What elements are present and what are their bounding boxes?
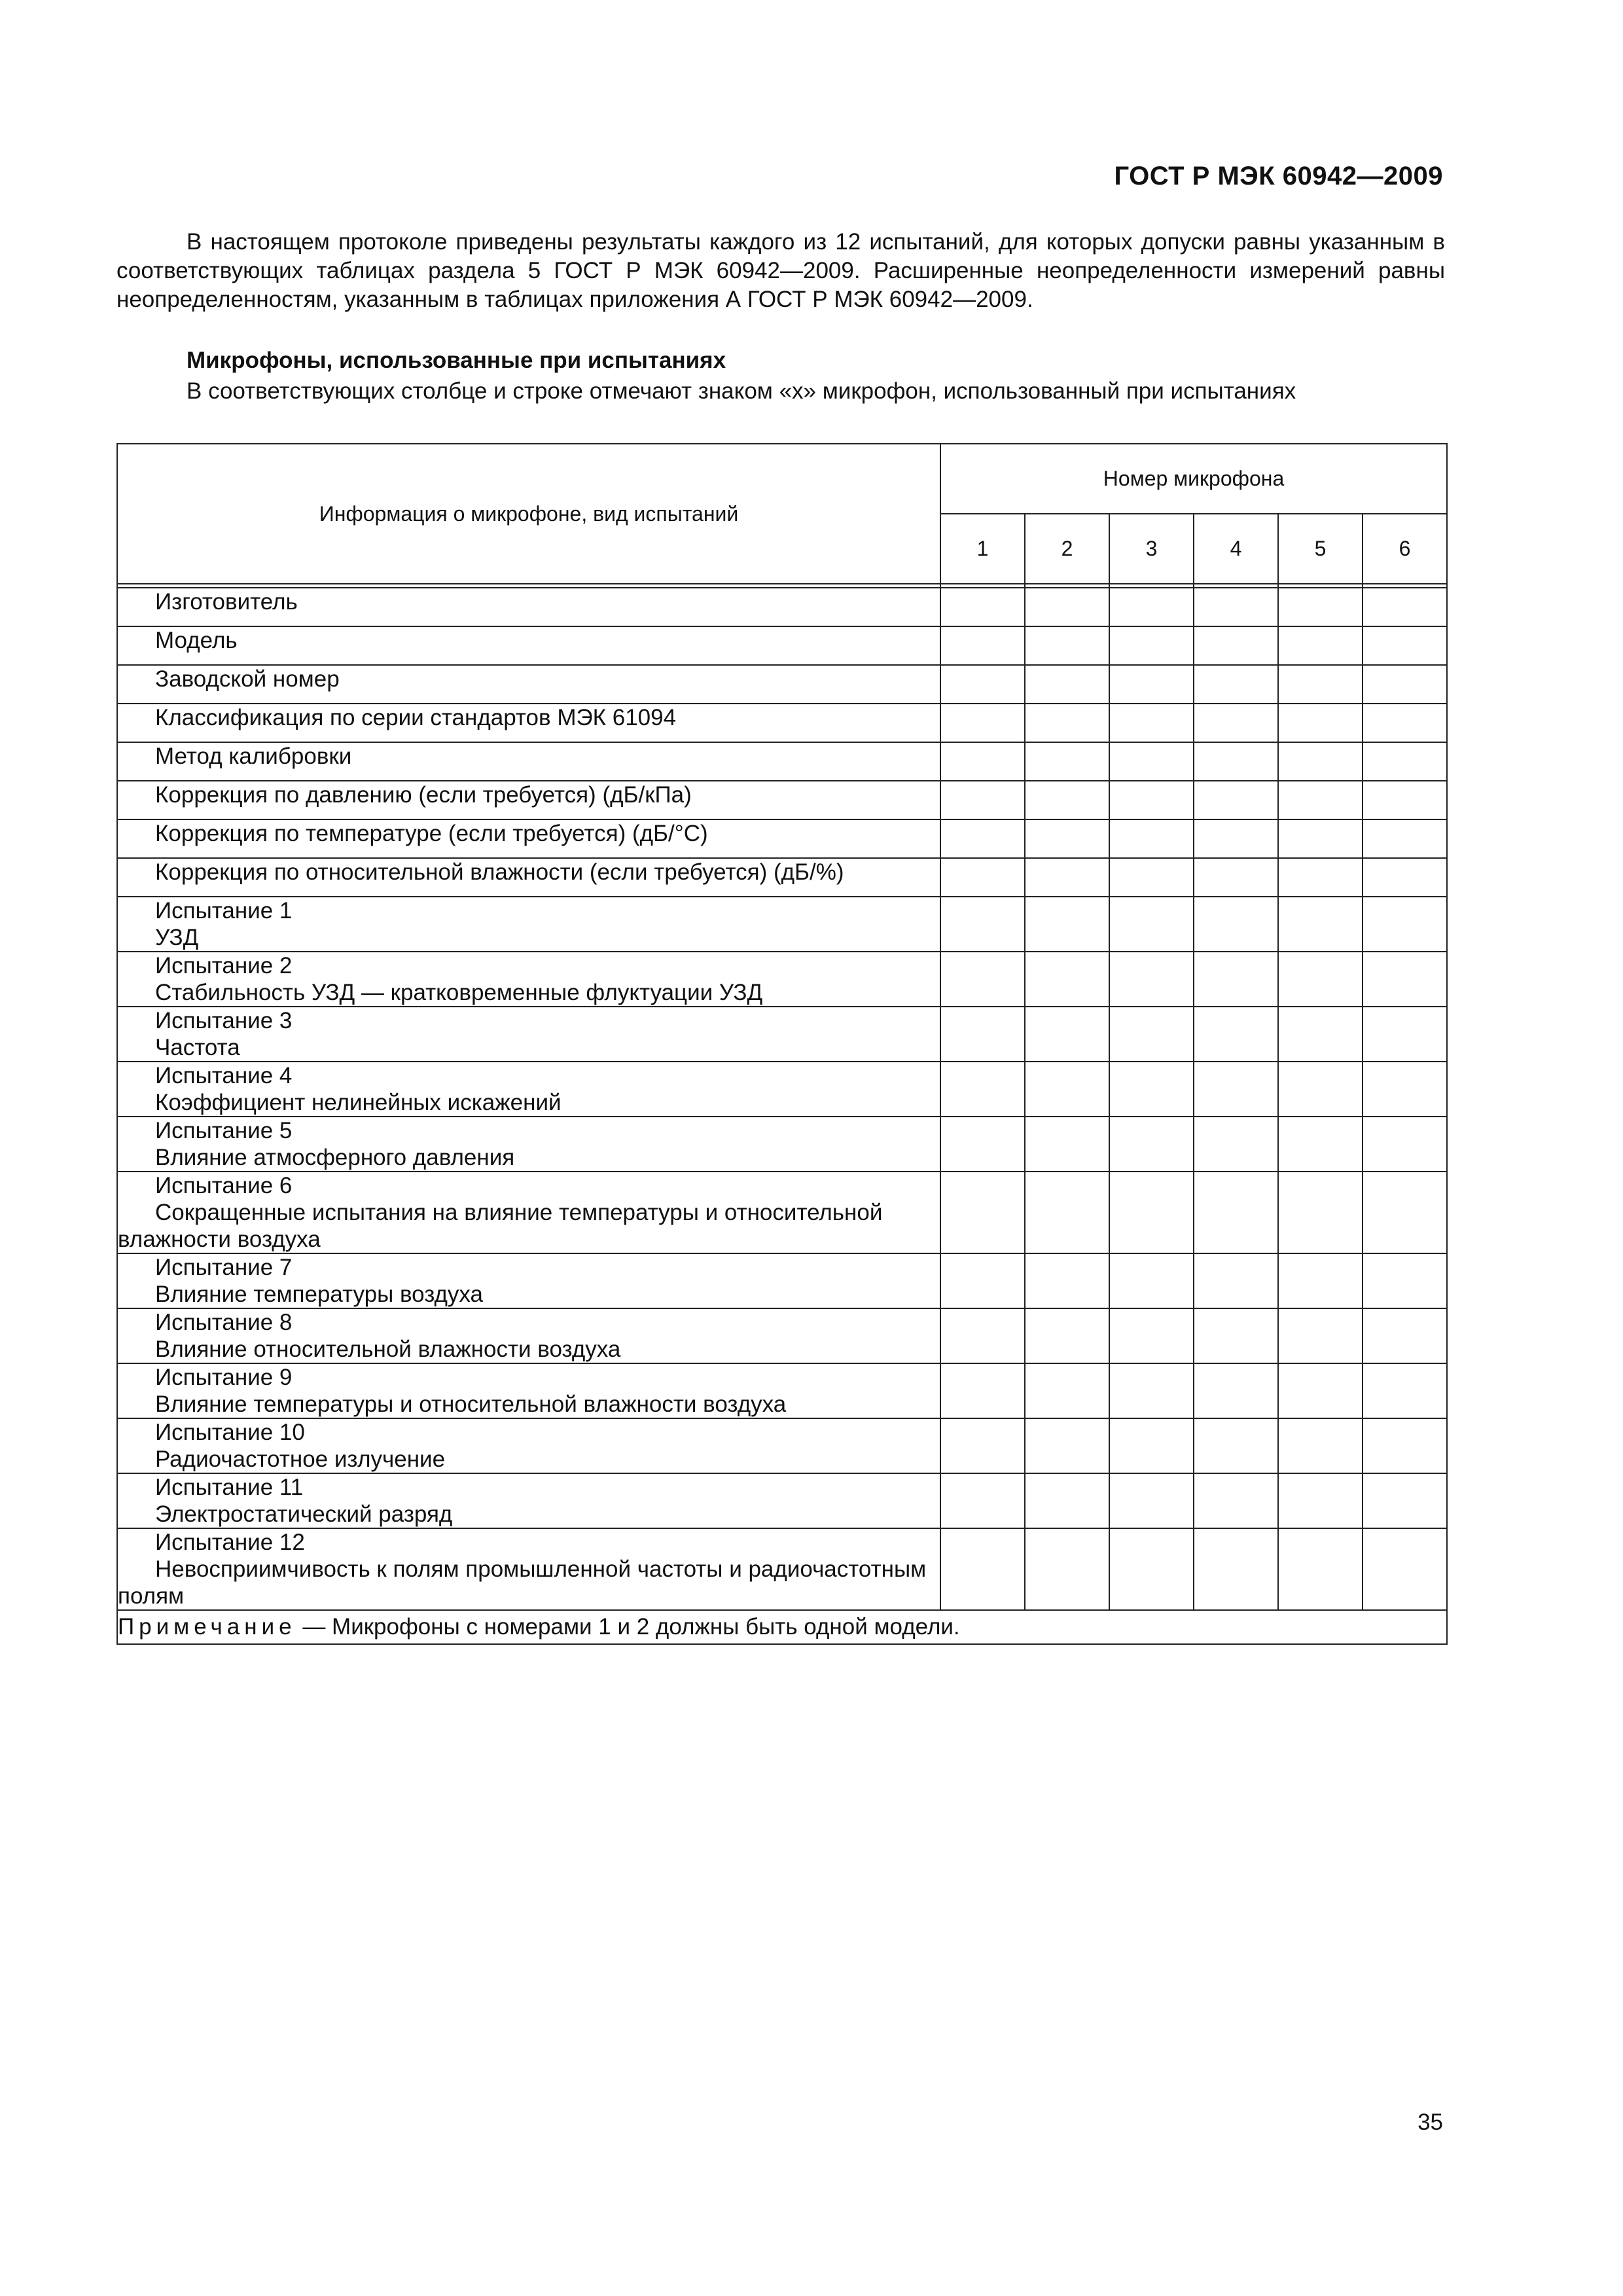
mic-mark-cell[interactable] <box>1278 665 1363 704</box>
row-description: Радиочастотное излучение <box>155 1446 446 1472</box>
table-row <box>117 665 1447 704</box>
note-label: Примечание <box>118 1614 296 1640</box>
mic-mark-cell[interactable] <box>1363 1253 1447 1308</box>
mic-mark-cell[interactable] <box>1363 665 1447 704</box>
mic-mark-cell[interactable] <box>940 1117 1025 1172</box>
mic-mark-cell[interactable] <box>1194 1007 1278 1062</box>
section-title: Микрофоны, использованные при испытаниях <box>187 348 726 373</box>
row-label-cell <box>117 1528 940 1610</box>
table-row <box>117 1172 1447 1253</box>
mic-mark-cell[interactable] <box>1109 1528 1194 1610</box>
mic-mark-cell[interactable] <box>1194 858 1278 897</box>
row-label-cell <box>117 1062 940 1117</box>
mic-mark-cell[interactable] <box>1363 858 1447 897</box>
row-label-cell <box>117 742 940 781</box>
mic-mark-cell[interactable] <box>1278 742 1363 781</box>
mic-mark-cell[interactable] <box>1025 742 1109 781</box>
mic-mark-cell[interactable] <box>1025 1062 1109 1117</box>
row-label-cell <box>117 952 940 1007</box>
row-label-cell <box>117 665 940 704</box>
mic-mark-cell[interactable] <box>1194 1528 1278 1610</box>
row-description: Коэффициент нелинейных искажений <box>155 1090 562 1115</box>
mic-mark-cell[interactable] <box>1194 1172 1278 1253</box>
row-description: Стабильность УЗД — кратковременные флуктуации УЗД <box>155 980 763 1005</box>
row-label: Испытание 10 <box>155 1420 305 1445</box>
mic-mark-cell[interactable] <box>940 665 1025 704</box>
row-label-cell <box>117 626 940 665</box>
row-label: Коррекция по относительной влажности (если требуется) (дБ/%) <box>155 859 844 885</box>
mic-mark-cell[interactable] <box>1025 1363 1109 1418</box>
row-label-cell <box>117 1473 940 1528</box>
mic-mark-cell[interactable] <box>1025 952 1109 1007</box>
mic-mark-cell[interactable] <box>1194 1062 1278 1117</box>
mic-mark-cell[interactable] <box>1025 665 1109 704</box>
mic-mark-cell[interactable] <box>1109 1418 1194 1473</box>
info-column-header: Информация о микрофоне, вид испытаний <box>117 444 940 584</box>
mic-mark-cell[interactable] <box>940 819 1025 858</box>
mic-mark-cell[interactable] <box>1278 1418 1363 1473</box>
mic-mark-cell[interactable] <box>1194 1363 1278 1418</box>
mic-mark-cell[interactable] <box>940 1007 1025 1062</box>
table-row <box>117 742 1447 781</box>
row-label: Испытание 6 <box>155 1173 293 1198</box>
mic-mark-cell[interactable] <box>1278 704 1363 742</box>
mic-mark-cell[interactable] <box>1278 588 1363 626</box>
table-row <box>117 1117 1447 1172</box>
mic-mark-cell[interactable] <box>1194 588 1278 626</box>
mic-mark-cell[interactable] <box>1363 897 1447 952</box>
mic-mark-cell[interactable] <box>1025 626 1109 665</box>
row-label: Коррекция по давлению (если требуется) (дБ/кПа) <box>155 782 692 808</box>
row-description: Электростатический разряд <box>155 1501 453 1527</box>
row-label: Испытание 7 <box>155 1255 293 1280</box>
mic-mark-cell[interactable] <box>1109 1117 1194 1172</box>
mic-number-header: 2 <box>1025 514 1109 584</box>
mic-number-header: 6 <box>1363 514 1447 584</box>
mic-mark-cell[interactable] <box>1363 742 1447 781</box>
mic-mark-cell[interactable] <box>1025 1308 1109 1363</box>
row-label: Метод калибровки <box>155 744 352 769</box>
row-label-cell <box>117 1363 940 1418</box>
mic-mark-cell[interactable] <box>1363 1528 1447 1610</box>
mic-mark-cell[interactable] <box>940 588 1025 626</box>
mic-mark-cell[interactable] <box>1363 588 1447 626</box>
row-description: УЗД <box>155 925 199 950</box>
row-label: Испытание 5 <box>155 1118 293 1143</box>
mic-mark-cell[interactable] <box>1109 588 1194 626</box>
mic-mark-cell[interactable] <box>1363 1172 1447 1253</box>
mic-mark-cell[interactable] <box>1363 819 1447 858</box>
mic-mark-cell[interactable] <box>1109 1007 1194 1062</box>
row-description: Невосприимчивость к полям промышленной частоты и радиочастотным полям <box>118 1556 927 1609</box>
mic-mark-cell[interactable] <box>1278 626 1363 665</box>
mic-mark-cell[interactable] <box>1278 1117 1363 1172</box>
mic-mark-cell[interactable] <box>1025 1418 1109 1473</box>
table-row <box>117 704 1447 742</box>
mic-mark-cell[interactable] <box>1109 897 1194 952</box>
mic-mark-cell[interactable] <box>1194 781 1278 819</box>
mic-mark-cell[interactable] <box>940 1062 1025 1117</box>
mic-mark-cell[interactable] <box>1194 897 1278 952</box>
table-row <box>117 1062 1447 1117</box>
mic-mark-cell[interactable] <box>1025 1253 1109 1308</box>
mic-mark-cell[interactable] <box>1025 858 1109 897</box>
row-label-cell <box>117 897 940 952</box>
row-label: Коррекция по температуре (если требуется) (дБ/°С) <box>155 821 708 846</box>
mic-mark-cell[interactable] <box>1194 952 1278 1007</box>
mic-mark-cell[interactable] <box>1278 1528 1363 1610</box>
mic-mark-cell[interactable] <box>940 742 1025 781</box>
mic-mark-cell[interactable] <box>940 626 1025 665</box>
row-label-cell <box>117 858 940 897</box>
mic-mark-cell[interactable] <box>1363 704 1447 742</box>
mic-mark-cell[interactable] <box>1363 1308 1447 1363</box>
mic-mark-cell[interactable] <box>940 704 1025 742</box>
table-row <box>117 952 1447 1007</box>
row-label: Модель <box>155 628 238 653</box>
mic-mark-cell[interactable] <box>1363 1473 1447 1528</box>
mic-mark-cell[interactable] <box>1109 665 1194 704</box>
row-description: Влияние температуры и относительной влажности воздуха <box>155 1391 787 1417</box>
row-label-cell <box>117 1117 940 1172</box>
row-description: Влияние относительной влажности воздуха <box>155 1336 621 1362</box>
row-label: Испытание 1 <box>155 898 293 924</box>
mic-mark-cell[interactable] <box>1109 1253 1194 1308</box>
mic-mark-cell[interactable] <box>1025 1528 1109 1610</box>
mic-mark-cell[interactable] <box>1363 1363 1447 1418</box>
mic-mark-cell[interactable] <box>1109 742 1194 781</box>
page-number: 35 <box>1418 2109 1443 2135</box>
table-row <box>117 1308 1447 1363</box>
mic-mark-cell[interactable] <box>1109 1062 1194 1117</box>
mic-mark-cell[interactable] <box>1363 1117 1447 1172</box>
row-label-cell <box>117 1253 940 1308</box>
row-label-cell <box>117 588 940 626</box>
mic-number-header: 5 <box>1278 514 1363 584</box>
mic-mark-cell[interactable] <box>940 952 1025 1007</box>
row-label-cell <box>117 704 940 742</box>
mic-mark-cell[interactable] <box>1025 1007 1109 1062</box>
mic-mark-cell[interactable] <box>1278 1062 1363 1117</box>
row-label-cell <box>117 819 940 858</box>
mic-mark-cell[interactable] <box>1025 1172 1109 1253</box>
mic-mark-cell[interactable] <box>1194 665 1278 704</box>
mic-mark-cell[interactable] <box>1025 1473 1109 1528</box>
mic-mark-cell[interactable] <box>1363 1007 1447 1062</box>
table-row <box>117 819 1447 858</box>
mic-mark-cell[interactable] <box>940 1473 1025 1528</box>
row-label: Испытание 11 <box>155 1475 304 1500</box>
mic-number-header: 1 <box>940 514 1025 584</box>
mic-number-header: 4 <box>1194 514 1278 584</box>
row-label: Испытание 12 <box>155 1530 305 1555</box>
mic-mark-cell[interactable] <box>1025 819 1109 858</box>
table-row <box>117 588 1447 626</box>
mic-mark-cell[interactable] <box>1194 742 1278 781</box>
microphone-table <box>116 443 1448 1645</box>
mic-mark-cell[interactable] <box>1109 1473 1194 1528</box>
mic-mark-cell[interactable] <box>940 1363 1025 1418</box>
table-note <box>117 1610 1447 1644</box>
mic-mark-cell[interactable] <box>1194 1473 1278 1528</box>
note-text: — Микрофоны с номерами 1 и 2 должны быть одной модели. <box>296 1614 960 1640</box>
intro-paragraph: В настоящем протоколе приведены результаты каждого из 12 испытаний, для которых допуски равны указанным в соответствующих таблицах раздела 5 ГОСТ Р МЭК 60942—2009. Расширенные неопределенности измерений равны неопределенностям, указанным в таблицах приложения А ГОСТ Р МЭК 60942—2009. <box>116 229 1445 312</box>
mic-mark-cell[interactable] <box>940 781 1025 819</box>
mic-mark-cell[interactable] <box>1109 858 1194 897</box>
row-label: Заводской номер <box>155 666 340 692</box>
row-label: Испытание 4 <box>155 1063 293 1088</box>
document-code: ГОСТ Р МЭК 60942—2009 <box>1114 162 1443 190</box>
section-subtitle: В соответствующих столбце и строке отмечают знаком «х» микрофон, использованный при испытаниях <box>187 378 1296 404</box>
mic-mark-cell[interactable] <box>1194 704 1278 742</box>
row-label: Классификация по серии стандартов МЭК 61094 <box>155 705 677 730</box>
table-row <box>117 1418 1447 1473</box>
row-label-cell <box>117 1308 940 1363</box>
mic-mark-cell[interactable] <box>1025 781 1109 819</box>
mic-mark-cell[interactable] <box>940 1172 1025 1253</box>
row-label: Испытание 3 <box>155 1008 293 1033</box>
mic-mark-cell[interactable] <box>1194 1117 1278 1172</box>
table-row <box>117 1363 1447 1418</box>
mic-mark-cell[interactable] <box>1363 781 1447 819</box>
row-description: Влияние температуры воздуха <box>155 1282 484 1307</box>
row-label-cell <box>117 1172 940 1253</box>
row-description: Частота <box>155 1035 240 1060</box>
mic-mark-cell[interactable] <box>1278 1007 1363 1062</box>
mic-mark-cell[interactable] <box>1278 1473 1363 1528</box>
row-label: Испытание 8 <box>155 1310 293 1335</box>
mic-mark-cell[interactable] <box>1278 781 1363 819</box>
mic-mark-cell[interactable] <box>940 1528 1025 1610</box>
mic-mark-cell[interactable] <box>1109 781 1194 819</box>
mic-mark-cell[interactable] <box>940 897 1025 952</box>
table-row <box>117 858 1447 897</box>
row-description: Влияние атмосферного давления <box>155 1145 515 1170</box>
mic-mark-cell[interactable] <box>1194 819 1278 858</box>
mic-mark-cell[interactable] <box>1194 626 1278 665</box>
mic-mark-cell[interactable] <box>940 1253 1025 1308</box>
table-row <box>117 1473 1447 1528</box>
mic-mark-cell[interactable] <box>940 858 1025 897</box>
mic-mark-cell[interactable] <box>1109 952 1194 1007</box>
mic-mark-cell[interactable] <box>1278 1308 1363 1363</box>
row-label-cell <box>117 781 940 819</box>
mic-mark-cell[interactable] <box>1109 819 1194 858</box>
mic-mark-cell[interactable] <box>1025 704 1109 742</box>
mic-mark-cell[interactable] <box>1109 1363 1194 1418</box>
mic-mark-cell[interactable] <box>1025 1117 1109 1172</box>
mic-mark-cell[interactable] <box>1278 1172 1363 1253</box>
table-row <box>117 1007 1447 1062</box>
mic-mark-cell[interactable] <box>1363 952 1447 1007</box>
mic-mark-cell[interactable] <box>1363 1062 1447 1117</box>
mic-mark-cell[interactable] <box>1278 819 1363 858</box>
mic-mark-cell[interactable] <box>1278 858 1363 897</box>
mic-mark-cell[interactable] <box>1025 588 1109 626</box>
mic-mark-cell[interactable] <box>1363 626 1447 665</box>
row-label: Испытание 2 <box>155 953 293 978</box>
mic-mark-cell[interactable] <box>1025 897 1109 952</box>
mic-mark-cell[interactable] <box>1278 897 1363 952</box>
table-row <box>117 781 1447 819</box>
mic-mark-cell[interactable] <box>1278 952 1363 1007</box>
mic-mark-cell[interactable] <box>940 1308 1025 1363</box>
row-label-cell <box>117 1418 940 1473</box>
microphone-table-body <box>117 584 1447 1644</box>
mic-mark-cell[interactable] <box>1194 1253 1278 1308</box>
note-row <box>117 1610 1447 1644</box>
mic-mark-cell[interactable] <box>1109 704 1194 742</box>
mic-number-group-header: Номер микрофона <box>940 444 1447 514</box>
mic-mark-cell[interactable] <box>940 1418 1025 1473</box>
mic-mark-cell[interactable] <box>1278 1363 1363 1418</box>
mic-mark-cell[interactable] <box>1109 626 1194 665</box>
mic-number-header: 3 <box>1109 514 1194 584</box>
row-label: Изготовитель <box>155 589 298 615</box>
mic-mark-cell[interactable] <box>1109 1172 1194 1253</box>
mic-mark-cell[interactable] <box>1363 1418 1447 1473</box>
mic-mark-cell[interactable] <box>1109 1308 1194 1363</box>
row-label: Испытание 9 <box>155 1365 293 1390</box>
table-row <box>117 626 1447 665</box>
mic-mark-cell[interactable] <box>1278 1253 1363 1308</box>
table-row <box>117 1253 1447 1308</box>
mic-mark-cell[interactable] <box>1194 1418 1278 1473</box>
row-description: Сокращенные испытания на влияние температуры и относительной влажности воздуха <box>118 1200 883 1252</box>
table-row <box>117 1528 1447 1610</box>
mic-mark-cell[interactable] <box>1194 1308 1278 1363</box>
table-row <box>117 897 1447 952</box>
row-label-cell <box>117 1007 940 1062</box>
